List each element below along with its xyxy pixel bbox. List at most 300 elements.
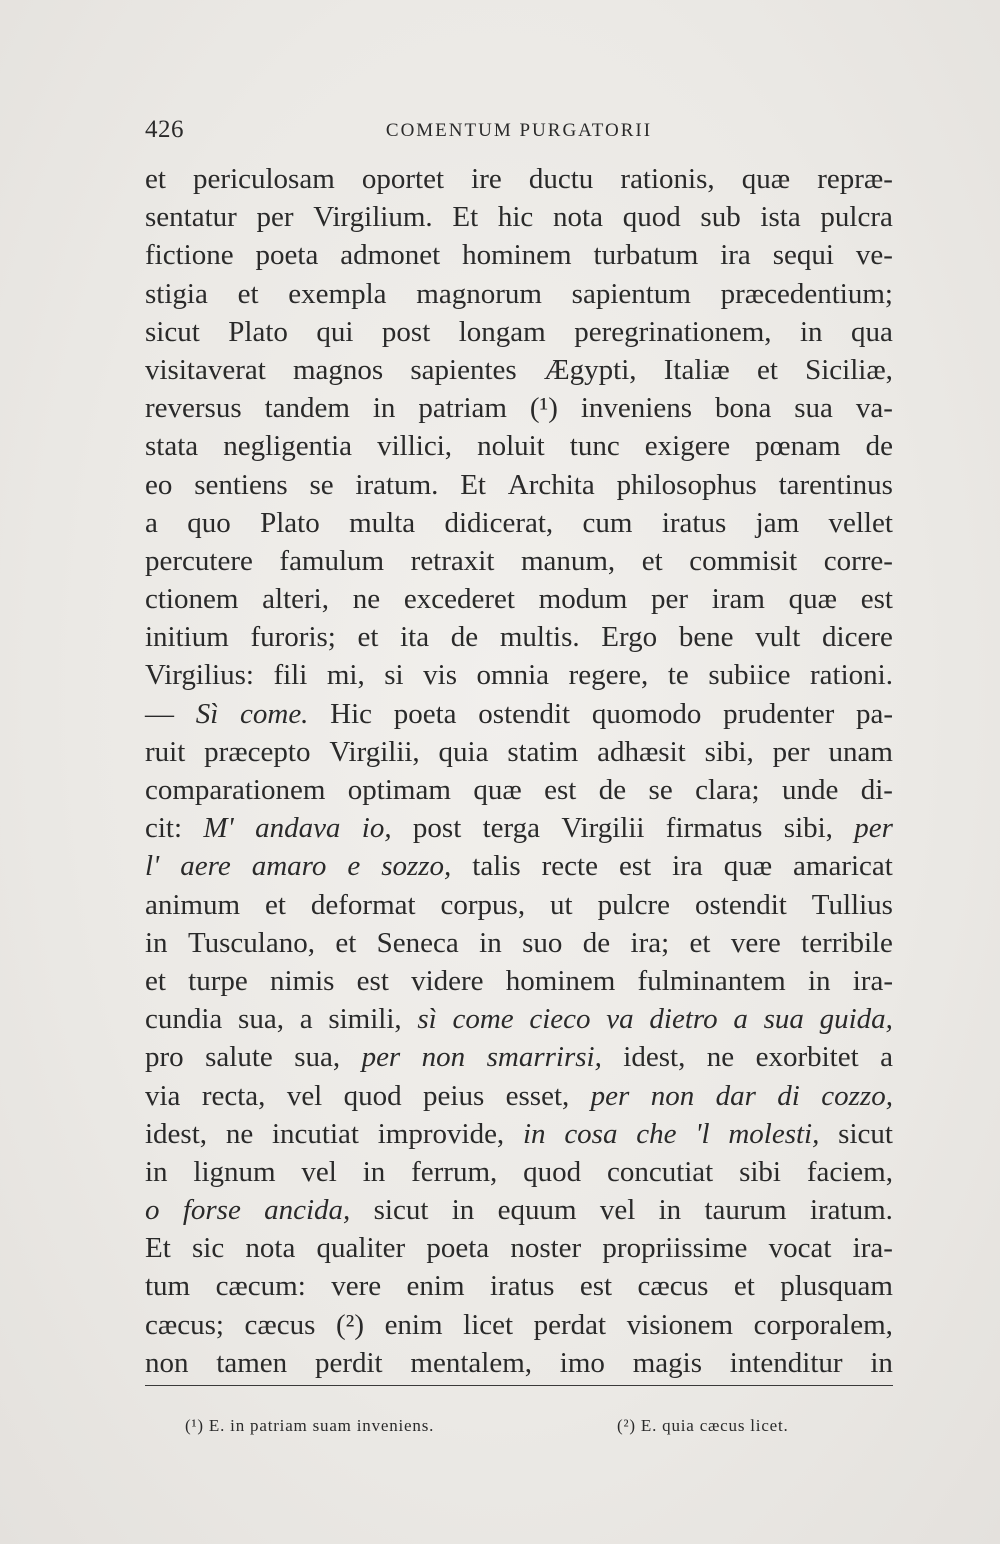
text: quod xyxy=(523,1155,582,1188)
italic-text: cosa xyxy=(564,1117,618,1150)
text: corporalem, xyxy=(753,1308,893,1341)
text: pulcra xyxy=(820,201,893,234)
text: unam xyxy=(828,735,893,768)
text: est xyxy=(618,850,652,883)
text: initium xyxy=(145,621,229,654)
text: di- xyxy=(860,774,893,806)
text: furoris; xyxy=(250,621,336,654)
text: sicut xyxy=(145,315,200,348)
word xyxy=(204,733,310,771)
word xyxy=(192,1229,224,1267)
word xyxy=(739,1153,781,1191)
italic-text: per xyxy=(361,1041,401,1074)
text: mi, xyxy=(326,659,365,692)
text: iratus xyxy=(661,506,727,539)
word xyxy=(764,1000,804,1038)
text: amaricat xyxy=(793,850,893,883)
word xyxy=(553,198,603,236)
text: quod xyxy=(622,201,681,234)
text: si xyxy=(384,659,404,692)
word xyxy=(451,618,478,656)
text: fictione xyxy=(145,239,234,272)
text: cit: xyxy=(145,812,183,845)
word xyxy=(203,809,233,847)
word xyxy=(564,1115,617,1153)
text: exigere xyxy=(644,430,731,463)
word xyxy=(789,580,837,618)
text: peius xyxy=(423,1079,485,1112)
text: tunc xyxy=(569,430,620,463)
word xyxy=(353,580,380,618)
word xyxy=(478,695,570,733)
italic-text: l' xyxy=(145,850,160,883)
text: te xyxy=(667,659,689,692)
word xyxy=(664,351,730,389)
text: vel xyxy=(599,1194,636,1227)
word xyxy=(856,695,893,733)
text: omnia xyxy=(476,659,550,692)
text: exorbitet xyxy=(755,1041,859,1074)
word xyxy=(666,809,763,847)
word xyxy=(695,771,759,809)
word xyxy=(853,1229,893,1267)
word xyxy=(600,1191,635,1229)
word xyxy=(362,1038,401,1076)
text-line xyxy=(145,886,893,924)
text: pulcre xyxy=(597,888,671,921)
word xyxy=(452,1191,475,1229)
italic-text: che xyxy=(636,1117,677,1150)
word xyxy=(355,466,438,504)
word xyxy=(510,1229,581,1267)
word xyxy=(773,733,810,771)
text: iratum. xyxy=(809,1194,893,1227)
text: in xyxy=(372,392,396,425)
italic-text: dar xyxy=(715,1079,756,1112)
text: prudenter xyxy=(723,697,835,730)
text: enim xyxy=(384,1308,443,1341)
text: et xyxy=(733,1270,755,1303)
word xyxy=(544,351,637,389)
text: quia xyxy=(438,735,489,768)
text: ita xyxy=(400,621,430,654)
word xyxy=(777,1077,800,1115)
text: manum, xyxy=(520,544,616,577)
word xyxy=(672,847,703,885)
text-line xyxy=(145,1306,893,1344)
text-line xyxy=(145,1077,893,1115)
word xyxy=(145,1115,207,1153)
word xyxy=(384,656,403,694)
word xyxy=(357,962,389,1000)
italic-text: aere xyxy=(180,850,231,883)
text: magnorum xyxy=(416,277,542,310)
text: iram xyxy=(711,583,765,616)
word xyxy=(866,427,893,465)
word xyxy=(583,924,610,962)
word xyxy=(544,771,576,809)
text: nimis xyxy=(269,964,335,997)
word xyxy=(145,1229,171,1267)
word xyxy=(196,695,219,733)
italic-text: non xyxy=(650,1079,695,1112)
word xyxy=(250,618,335,656)
word xyxy=(530,389,558,427)
word xyxy=(194,466,287,504)
word xyxy=(327,656,365,694)
text: multa xyxy=(349,506,416,539)
word xyxy=(145,1077,180,1115)
text: in xyxy=(362,1155,386,1188)
word xyxy=(340,236,440,274)
word xyxy=(256,236,319,274)
word xyxy=(601,618,657,656)
word xyxy=(240,695,308,733)
word xyxy=(500,618,580,656)
word xyxy=(378,1115,504,1153)
text-line xyxy=(145,1115,893,1153)
word xyxy=(202,1077,266,1115)
word xyxy=(145,1267,190,1305)
text: ostendit xyxy=(694,888,787,921)
word xyxy=(728,1115,819,1153)
word xyxy=(362,809,392,847)
word xyxy=(623,1038,685,1076)
word xyxy=(313,198,432,236)
text: concutiat xyxy=(606,1155,714,1188)
word xyxy=(820,1000,893,1038)
text: (¹) xyxy=(529,392,558,425)
word xyxy=(712,580,765,618)
word xyxy=(829,504,893,542)
text: in xyxy=(479,926,502,959)
text: sicut xyxy=(838,1117,893,1150)
text: corre- xyxy=(823,544,893,577)
text: Virgilius: xyxy=(145,659,254,692)
word xyxy=(257,198,294,236)
word xyxy=(264,1191,350,1229)
text: quod xyxy=(343,1079,402,1112)
footnote-text: E. quia cæcus licet. xyxy=(640,1416,789,1435)
text: se xyxy=(309,468,334,501)
text-line xyxy=(145,695,893,733)
text-line xyxy=(145,466,893,504)
text: se xyxy=(648,774,673,806)
text: animum xyxy=(145,888,241,921)
text: rationi. xyxy=(810,659,893,692)
word xyxy=(638,1267,709,1305)
word xyxy=(638,962,786,1000)
word xyxy=(193,160,335,198)
word xyxy=(348,771,451,809)
text-line xyxy=(145,580,893,618)
text: ve- xyxy=(855,239,893,272)
text: in xyxy=(145,926,168,959)
word xyxy=(651,580,688,618)
word xyxy=(793,847,893,885)
word xyxy=(145,313,200,351)
word xyxy=(145,580,238,618)
text: fili xyxy=(273,659,308,692)
word xyxy=(828,733,892,771)
word xyxy=(400,618,429,656)
text: per xyxy=(772,735,810,768)
text: cæcum: xyxy=(215,1270,306,1303)
text: perdat xyxy=(533,1308,607,1341)
word xyxy=(188,924,315,962)
text: nota xyxy=(553,201,603,234)
word xyxy=(498,198,533,236)
text: ira- xyxy=(852,964,893,997)
text: Virgilii xyxy=(561,812,645,845)
word xyxy=(145,542,253,580)
text: præcedentium; xyxy=(720,277,893,310)
word xyxy=(508,466,595,504)
text: commisit xyxy=(689,544,798,577)
text: sicut xyxy=(373,1194,429,1227)
word xyxy=(755,427,840,465)
word xyxy=(317,1229,406,1267)
italic-text: andava xyxy=(255,812,341,845)
text: improvide, xyxy=(377,1117,505,1150)
word xyxy=(193,1153,275,1191)
text-line xyxy=(145,771,893,809)
text: videre xyxy=(411,964,484,997)
text: ira xyxy=(720,239,751,272)
word xyxy=(645,427,730,465)
word xyxy=(300,1000,313,1038)
word xyxy=(145,160,166,198)
word xyxy=(187,504,231,542)
text: repræ- xyxy=(817,163,893,195)
word xyxy=(780,1267,893,1305)
word xyxy=(226,1115,253,1153)
text: quæ xyxy=(741,163,791,195)
text: sapientes xyxy=(410,353,517,386)
word xyxy=(695,1115,709,1153)
word xyxy=(452,1000,513,1038)
text: turpe xyxy=(188,964,248,997)
italic-text: come. xyxy=(240,697,309,730)
word xyxy=(422,1038,466,1076)
text-line xyxy=(145,1038,893,1076)
word xyxy=(812,886,893,924)
text: ista xyxy=(760,201,801,234)
text-line xyxy=(145,389,893,427)
text: bona xyxy=(714,392,772,425)
text: tarentinus xyxy=(778,468,893,501)
word xyxy=(623,198,681,236)
text: ne xyxy=(706,1041,735,1074)
word xyxy=(331,1267,381,1305)
word xyxy=(309,466,333,504)
word xyxy=(810,656,893,694)
text: sentatur xyxy=(145,201,237,234)
text: est xyxy=(356,964,389,997)
word xyxy=(459,313,546,351)
word xyxy=(602,1229,747,1267)
word xyxy=(561,809,644,847)
word xyxy=(679,618,734,656)
text: Italiæ xyxy=(663,353,730,386)
word xyxy=(594,236,699,274)
word xyxy=(690,924,711,962)
word xyxy=(252,847,327,885)
text: taurum xyxy=(704,1194,787,1227)
word xyxy=(385,1306,443,1344)
word xyxy=(580,1267,612,1305)
text: ctionem xyxy=(145,583,239,616)
word xyxy=(404,580,515,618)
word xyxy=(145,962,166,1000)
text: — xyxy=(145,697,174,730)
word xyxy=(724,847,772,885)
text: iratum. xyxy=(355,468,439,501)
text: Plato xyxy=(228,315,288,348)
italic-text: dietro xyxy=(649,1003,718,1036)
word xyxy=(642,542,663,580)
text: hominem xyxy=(505,964,616,997)
word xyxy=(523,1153,581,1191)
text: simili, xyxy=(328,1003,402,1036)
word xyxy=(800,313,823,351)
text: Siciliæ, xyxy=(805,353,893,386)
text: dicere xyxy=(822,621,893,654)
word xyxy=(410,351,516,389)
text: Tusculano, xyxy=(187,926,315,959)
word xyxy=(523,1115,546,1153)
text: cæcus xyxy=(244,1308,316,1341)
italic-text: non xyxy=(421,1041,466,1074)
word xyxy=(498,1191,577,1229)
word xyxy=(695,886,787,924)
text: quæ xyxy=(473,774,522,806)
word xyxy=(700,198,740,236)
word xyxy=(716,1077,756,1115)
word xyxy=(373,389,396,427)
word xyxy=(649,771,673,809)
word xyxy=(794,389,833,427)
word xyxy=(255,809,340,847)
word xyxy=(506,1077,570,1115)
word xyxy=(521,542,615,580)
word xyxy=(569,656,649,694)
word xyxy=(720,236,751,274)
word xyxy=(607,1153,713,1191)
text: qua xyxy=(851,315,893,348)
italic-text: guida, xyxy=(819,1003,893,1036)
word xyxy=(817,160,893,198)
text: vere xyxy=(331,1270,382,1303)
word xyxy=(228,313,288,351)
word xyxy=(529,160,593,198)
word xyxy=(756,1038,859,1076)
word xyxy=(362,160,444,198)
text: in xyxy=(658,1194,682,1227)
word xyxy=(145,618,229,656)
word xyxy=(477,427,545,465)
text: qui xyxy=(316,315,354,348)
word xyxy=(822,618,893,656)
word xyxy=(145,236,234,274)
text: retraxit xyxy=(410,544,495,577)
word xyxy=(411,1153,497,1191)
italic-text: sozzo, xyxy=(381,850,452,883)
text: optimam xyxy=(347,774,451,806)
text: regere, xyxy=(568,659,649,692)
text: sibi, xyxy=(783,812,833,845)
word xyxy=(754,1306,893,1344)
text: sibi, xyxy=(704,735,754,768)
text: Seneca xyxy=(376,926,459,959)
word xyxy=(539,580,628,618)
text: tamen xyxy=(216,1346,288,1379)
text: stigia xyxy=(145,277,208,310)
text: sapientum xyxy=(571,277,691,310)
italic-text: va xyxy=(606,1003,634,1036)
text: adhæsit xyxy=(597,735,686,768)
text: tum xyxy=(145,1270,191,1303)
word xyxy=(880,1038,893,1076)
text-line xyxy=(145,1267,893,1305)
text: pœnam xyxy=(755,430,841,463)
text: et xyxy=(265,888,286,921)
running-head: COMENTUM PURGATORII xyxy=(385,120,653,141)
word xyxy=(755,618,800,656)
text: comparationem xyxy=(145,774,326,806)
text: visitaverat xyxy=(145,353,266,386)
italic-text: smarrirsi, xyxy=(486,1041,602,1074)
word xyxy=(145,1344,189,1382)
word xyxy=(330,695,372,733)
text: subiice xyxy=(708,659,791,692)
footnote-text: E. in patriam suam inveniens. xyxy=(208,1416,435,1435)
page-header xyxy=(145,116,893,146)
text: longam xyxy=(458,315,546,348)
word xyxy=(606,1000,633,1038)
text: stata xyxy=(145,430,199,463)
word xyxy=(581,389,692,427)
word xyxy=(689,542,797,580)
text: tandem xyxy=(264,392,350,425)
word xyxy=(861,580,893,618)
word xyxy=(262,580,329,618)
footnote-marker: (²) xyxy=(617,1416,636,1435)
text: Ergo xyxy=(601,621,658,654)
word xyxy=(287,1077,322,1115)
text: terribile xyxy=(801,926,893,959)
word xyxy=(721,275,893,313)
text: suo xyxy=(522,926,563,959)
text: in xyxy=(451,1194,475,1227)
text: multis. xyxy=(499,621,580,654)
text: Virgilii, xyxy=(329,735,420,768)
text: in xyxy=(807,964,831,997)
word xyxy=(145,847,159,885)
word xyxy=(662,504,726,542)
text-line xyxy=(145,504,893,542)
word xyxy=(205,1038,273,1076)
footnote-1 xyxy=(185,1416,434,1436)
word xyxy=(145,1191,160,1229)
text: noluit xyxy=(477,430,545,463)
text-line xyxy=(145,427,893,465)
text: nota xyxy=(245,1232,296,1265)
text: hominem xyxy=(462,239,572,272)
italic-text: io, xyxy=(361,812,392,845)
word xyxy=(730,1344,843,1382)
text: exempla xyxy=(288,277,387,310)
